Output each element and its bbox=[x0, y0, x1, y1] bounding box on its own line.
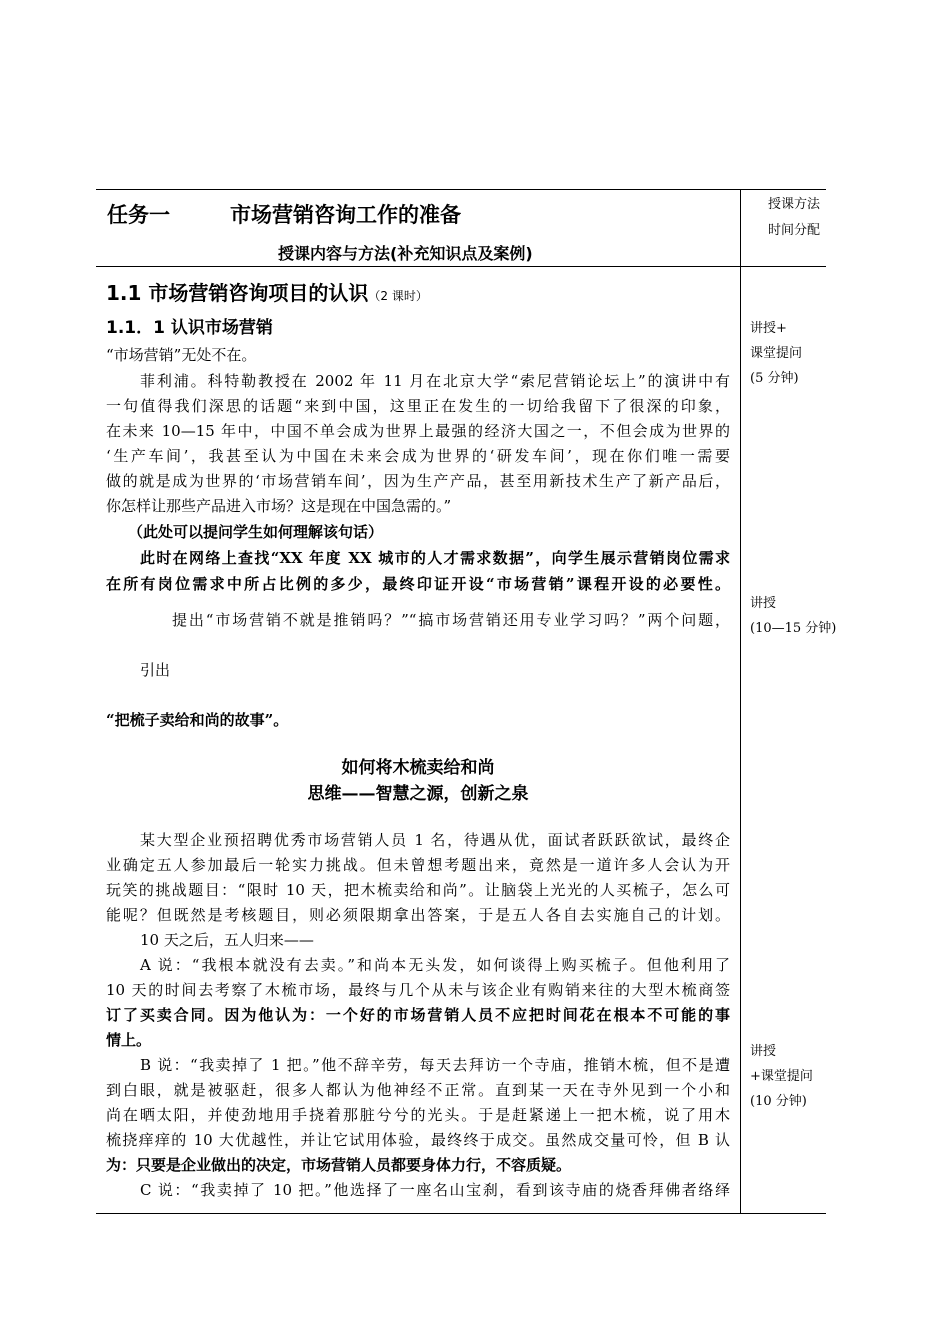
bold-line bbox=[140, 551, 730, 566]
bold-line-text: 此时在网络上查找“XX 年度 XX 城市的人才需求数据”，向学生展示营销岗位需求 bbox=[140, 549, 730, 567]
story-line-bold: 情上。 bbox=[106, 1031, 152, 1049]
table-bottom-border bbox=[96, 1213, 826, 1214]
header-subtitle: 授课内容与方法(补充知识点及案例) bbox=[278, 244, 533, 263]
story-line-text: 10 天的时间去考察了木梳市场，最终与几个从未与该企业有购销来往的大型木梳商签 bbox=[106, 981, 730, 999]
story-line-text: 到白眼，就是被驱赶，很多人都认为他神经不正常。直到某一天在寺外见到一个小和 bbox=[106, 1081, 730, 1099]
story-line: 10 天之后，五人归来—— bbox=[140, 931, 314, 949]
story-line bbox=[106, 983, 730, 998]
subsection-heading: 1.1．1 认识市场营销 bbox=[106, 318, 273, 338]
story-line-text: 某大型企业预招聘优秀市场营销人员 1 名，待遇从优，面试者跃跃欲试，最终企 bbox=[140, 831, 730, 849]
table-top-border bbox=[96, 189, 826, 190]
story-line bbox=[140, 958, 730, 973]
story-line-text: 玩笑的挑战题目：“限时 10 天，把木梳卖给和尚”。让脑袋上光光的人买梳子，怎么可 bbox=[106, 881, 730, 899]
side-note-2: (10—15 分钟) bbox=[750, 621, 837, 636]
intro-para-line bbox=[106, 474, 730, 489]
story-line bbox=[106, 883, 730, 898]
story-line-bold bbox=[106, 1008, 730, 1023]
story-line-text: B 说：“我卖掉了 1 把。”他不辞辛劳，每天去拜访一个寺庙，推销木梳，但不是遭 bbox=[140, 1056, 730, 1074]
intro-para-text: 做的就是成为世界的‘市场营销车间’，因为生产产品，甚至用新技术生产了新产品后， bbox=[106, 472, 730, 490]
side-note-2: 讲授 bbox=[750, 596, 777, 611]
story-subtitle: 思维——智慧之源，创新之泉 bbox=[307, 784, 529, 804]
story-line bbox=[140, 833, 730, 848]
bold-line-text: 在所有岗位需求中所占比例的多少，最终印证开设“市场营销”课程开设的必要性。 bbox=[106, 575, 730, 593]
table-header-divider bbox=[96, 266, 826, 267]
teaching-note: （此处可以提问学生如何理解该句话） bbox=[128, 523, 384, 541]
intro-para-line bbox=[140, 374, 730, 389]
story-line-text: 订了买卖合同。因为他认为：一个好的市场营销人员不应把时间花在根本不可能的事 bbox=[106, 1006, 730, 1024]
story-reference: “把梳子卖给和尚的故事”。 bbox=[106, 711, 289, 729]
side-note-1: (5 分钟) bbox=[750, 371, 799, 386]
story-line-text: 梳挠痒痒的 10 大优越性，并让它试用体验，最终终于成交。虽然成交量可怜，但 B 认 bbox=[106, 1131, 730, 1149]
task-label: 任务一 bbox=[107, 203, 170, 227]
story-line bbox=[106, 1108, 730, 1123]
intro-para-text: 菲利浦。科特勒教授在 2002 年 11 月在北京大学“索尼营销论坛上”的演讲中有 bbox=[140, 372, 730, 390]
side-note-3: (10 分钟) bbox=[750, 1094, 807, 1109]
header-side-line1: 授课方法 bbox=[768, 197, 821, 212]
intro-para-line: 你怎样让那些产品进入市场？这是现在中国急需的。” bbox=[106, 497, 452, 515]
intro-para-line bbox=[106, 399, 730, 414]
story-line-text: 业确定五人参加最后一轮实力挑战。但未曾想考题出来，竟然是一道许多人会认为开 bbox=[106, 856, 730, 874]
column-divider bbox=[740, 189, 741, 1213]
question-line-text: 提出“市场营销不就是推销吗？”“搞市场营销还用专业学习吗？”两个问题， bbox=[172, 611, 730, 629]
task-title: 市场营销咨询工作的准备 bbox=[230, 203, 461, 227]
story-line bbox=[140, 1058, 730, 1073]
section-heading-text: 1.1 市场营销咨询项目的认识 bbox=[106, 281, 369, 305]
side-note-1: 讲授+ bbox=[750, 321, 787, 336]
story-line-bold: 为：只要是企业做出的决定，市场营销人员都要身体力行，不容质疑。 bbox=[106, 1156, 572, 1174]
bold-line bbox=[106, 577, 730, 592]
section-heading bbox=[106, 283, 428, 303]
story-line-text: 尚在晒太阳，并使劲地用手挠着那脏兮兮的光头。于是赶紧递上一把木梳，说了用木 bbox=[106, 1106, 730, 1124]
side-note-3: +课堂提问 bbox=[750, 1069, 813, 1084]
story-line bbox=[106, 1083, 730, 1098]
intro-para-text: 一句值得我们深思的话题“来到中国，这里正在发生的一切给我留下了很深的印象， bbox=[106, 397, 730, 415]
story-line bbox=[106, 1133, 730, 1148]
story-line-text: C 说：“我卖掉了 10 把。”他选择了一座名山宝刹，看到该寺庙的烧香拜佛者络绎 bbox=[140, 1181, 730, 1199]
side-note-1: 课堂提问 bbox=[750, 346, 803, 361]
intro-para-line bbox=[106, 449, 730, 464]
story-line bbox=[140, 1183, 730, 1198]
intro-para-line bbox=[106, 424, 730, 439]
side-note-3: 讲授 bbox=[750, 1044, 777, 1059]
intro-para-text: 在未来 10—15 年中，中国不单会成为世界上最强的经济大国之一，不但会成为世界的 bbox=[106, 422, 730, 440]
story-line bbox=[106, 908, 730, 923]
section-heading-note: （2 课时） bbox=[368, 289, 428, 303]
question-line bbox=[172, 613, 730, 628]
intro-line1: “市场营销”无处不在。 bbox=[106, 346, 257, 364]
header-side-line2: 时间分配 bbox=[768, 223, 821, 238]
story-line bbox=[106, 858, 730, 873]
lead-in: 引出 bbox=[140, 661, 171, 679]
story-line-text: A 说：“我根本就没有去卖。”和尚本无头发，如何谈得上购买梳子。但他利用了 bbox=[140, 956, 730, 974]
story-title: 如何将木梳卖给和尚 bbox=[341, 758, 495, 778]
story-line-text: 能呢？但既然是考核题目，则必须限期拿出答案，于是五人各自去实施自己的计划。 bbox=[106, 906, 730, 924]
intro-para-text: ‘生产车间’，我甚至认为中国在未来会成为世界的‘研发车间’，现在你们唯一需要 bbox=[106, 447, 730, 465]
